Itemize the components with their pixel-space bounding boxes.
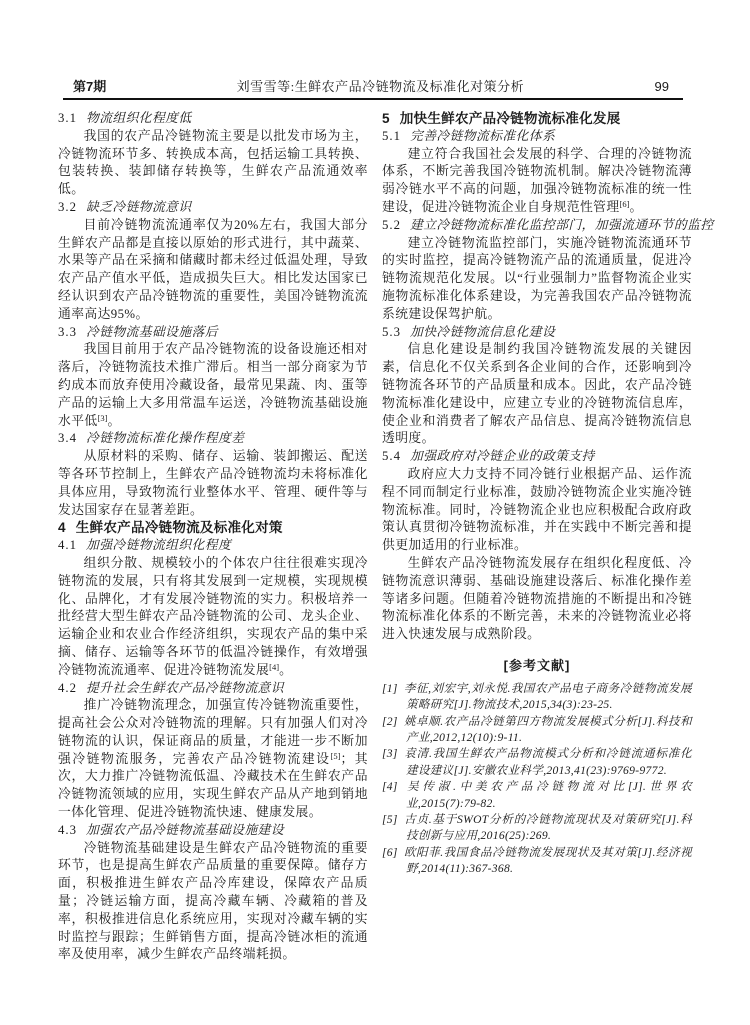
section-number: 4.3: [58, 822, 77, 837]
paragraph-3-3: [58, 341, 368, 430]
citation-marker: [5]: [330, 750, 341, 761]
right-column: [382, 110, 714, 878]
citation-marker: [6]: [619, 198, 630, 209]
paragraph-text: 推广冷链物流理念，加强宣传冷链物流重要性，提高社会公众对冷链物流的理解。只有加强人们对冷链物流的认识，保证商品的质量，才能进一步不断加强冷链物流服务，完善农产品冷链物流建设: [58, 698, 368, 766]
paragraph-text: 。: [629, 199, 643, 214]
section-title: 完善冷链物流标准化体系: [410, 128, 556, 143]
section-number: 3.1: [58, 111, 77, 125]
reference-text: 古贞.基于SWOT分析的冷链物流现状及对策研究[J].科技创新与应用,2016(25):269.: [403, 812, 692, 843]
reference-item-3: [382, 746, 692, 779]
paragraph-text: 。: [279, 662, 293, 677]
section-title: 提升社会生鲜农产品冷链物流意识: [86, 680, 284, 695]
paragraph-text: 目前冷链物流流通率仅为20%左右，我国大部分生鲜农产品都是直接以原始的形式进行，其中蔬菜、水果等产品在采摘和储藏时都未经过低温处理，导致农产品产值水平低，造成损失巨大。相比发达国家已经认识到农产品冷链物流的重要性，美国冷链物流流通率高达95%。: [58, 217, 368, 321]
paragraph-text: 建立冷链物流监控部门，实施冷链物流流通环节的实时监控，提高冷链物流产品的流通质量，促进冷链物流规范化发展。以“行业强制力”监督物流企业实施物流标准化体系建设，为完善我国农产品冷链物流系统建设保驾护航。: [382, 235, 692, 321]
chapter-title: 加快生鲜农产品冷链物流标准化发展: [399, 111, 621, 126]
chapter-heading-5: [382, 110, 692, 128]
section-title: 冷链物流标准化操作程度差: [86, 431, 245, 446]
reference-text: 欧阳菲.我国食品冷链物流发展现状及其对策[J].经济视野,2014(11):367-368.: [403, 845, 692, 876]
paragraph-5-2: [382, 235, 692, 324]
section-heading-5-3: [382, 324, 692, 342]
paragraph-text: 组织分散、规模较小的个体农户往往很难实现冷链物流的发展，只有将其发展到一定规模，实现规模化、品牌化，才有发展冷链物流的实力。积极培养一批经营大型生鲜农产品冷链物流的公司、龙头企业、运输企业和农业合作经济组织，实现农产品的集中采摘、储存、运输等各环节的低温冷链操作，有效增强冷链物流流通率、促进冷链物流发展: [58, 555, 368, 677]
section-heading-3-4: [58, 430, 368, 448]
reference-label: [5]: [382, 812, 398, 826]
section-heading-3-2: [58, 199, 368, 217]
paragraph-5-1: [382, 146, 692, 217]
reference-label: [2]: [382, 714, 398, 728]
running-title: 刘雪雪等:生鲜农产品冷链物流及标准化对策分析: [236, 79, 525, 94]
chapter-number: 5: [382, 111, 390, 126]
reference-label: [1]: [382, 681, 398, 695]
section-heading-3-1: [58, 110, 368, 128]
section-title: 加强冷链物流组织化程度: [86, 538, 232, 553]
section-number: 5.1: [382, 128, 401, 143]
section-title: 物流组织化程度低: [86, 111, 192, 125]
section-number: 3.4: [58, 431, 77, 446]
citation-marker: [4]: [269, 661, 280, 672]
section-heading-5-4: [382, 448, 692, 466]
reference-text: 袁清.我国生鲜农产品物流模式分析和冷链流通标准化建设建议[J].安徽农业科学,2013,41(23):9769-9772.: [403, 747, 692, 777]
paragraph-text: 建立符合我国社会发展的科学、合理的冷链物流体系，不断完善我国冷链物流机制。解决冷链物流薄弱冷链水平不高的问题，加强冷链物流标准的统一性建设，促进冷链物流企业自身规范性管理: [382, 146, 692, 214]
reference-item-6: [382, 845, 692, 878]
chapter-heading-4: [58, 519, 368, 537]
reference-label: [6]: [382, 845, 398, 859]
chapter-title: 生鲜农产品冷链物流及标准化对策: [75, 520, 283, 536]
paragraph-text: 政府应大力支持不同冷链行业根据产品、运作流程不同而制定行业标准，鼓励冷链物流企业实施冷链物流标准。同时，冷链物流企业也应积极配合政府政策认真贯彻冷链物流标准，并在实践中不断完善和提供更加适用的行业标准。: [382, 466, 692, 553]
paragraph-text: 我国的农产品冷链物流主要是以批发市场为主，冷链物流环节多、转换成本高，包括运输工具转换、包装转换、装卸储存转换等，生鲜农产品流通效率低。: [58, 128, 368, 197]
paragraph-4-3: [58, 840, 368, 965]
section-number: 3.2: [58, 199, 77, 214]
reference-text: 吴传淑.中美农产品冷链物流对比[J].世界农业,2015(7):79-82.: [403, 780, 692, 810]
page-header: [63, 76, 683, 100]
reference-item-1: [382, 681, 692, 714]
reference-item-5: [382, 812, 692, 845]
paragraph-text: 从原材料的采购、储存、运输、装卸搬运、配送等各环节控制上，生鲜农产品冷链物流均未将标准化具体应用，导致物流行业整体水平、管理、硬件等与发达国家存在显著差距。: [58, 449, 368, 517]
section-title: 建立冷链物流标准化监控部门，加强流通环节的监控: [410, 217, 714, 232]
conclusion-paragraph: [382, 555, 692, 644]
section-number: 5.2: [382, 217, 401, 232]
reference-item-4: [382, 779, 692, 812]
reference-text: 李征,刘宏宇,刘永悦.我国农产品电子商务冷链物流发展策略研究[J].物流技术,2015,34(3):23-25.: [403, 681, 692, 712]
page-number: 99: [654, 79, 669, 94]
paragraph-4-1: [58, 555, 368, 680]
paragraph-text: 冷链物流基础建设是生鲜农产品冷链物流的重要环节，也是提高生鲜农产品质量的重要保障。储存方面，积极推进生鲜农产品冷库建设，保障农产品质量；冷链运输方面，提高冷藏车辆、冷藏箱的普及率，积极推进信息化系统应用，实现对冷藏车辆的实时监控与跟踪；生鲜销售方面，提高冷链冰柜的流通率及使用率，减少生鲜农产品终端耗损。: [58, 840, 368, 962]
section-heading-3-3: [58, 324, 368, 342]
section-heading-4-2: [58, 680, 368, 698]
section-title: 缺乏冷链物流意识: [86, 199, 192, 214]
left-column: [58, 110, 368, 964]
references-title: [参考文献]: [503, 657, 571, 673]
section-number: 4.1: [58, 538, 77, 553]
paragraph-text: ；其次，大力推广冷链物流低温、冷藏技术在生鲜农产品冷链物流领域的应用，实现生鲜农产品从产地到销地一体化管理、促进冷链物流快速、健康发展。: [58, 751, 368, 820]
reference-item-2: [382, 714, 692, 747]
paragraph-3-1: [58, 128, 368, 199]
paragraph-text: 信息化建设是制约我国冷链物流发展的关键因素，信息化不仅关系到各企业间的合作，还影响到冷链物流各环节的产品质量和成本。因此，农产品冷链物流标准化建设中，应建立专业的冷链物流信息库，使企业和消费者了解农产品信息、提高冷链物流信息透明度。: [382, 342, 692, 446]
reference-label: [4]: [382, 780, 398, 794]
chapter-number: 4: [58, 520, 66, 536]
section-heading-4-1: [58, 537, 368, 555]
section-heading-5-2: [382, 217, 714, 235]
reference-text: 姚卓顺.农产品冷链第四方物流发展模式分析[J].科技和产业,2012,12(10):9-11.: [403, 714, 692, 744]
paragraph-text: 。: [107, 413, 121, 428]
paragraph-text: 生鲜农产品冷链物流发展存在组织化程度低、冷链物流意识薄弱、基础设施建设落后、标准化操作差等诸多问题。但随着冷链物流措施的不断提出和冷链物流标准化体系的不断完善，未来的冷链物流业必将进入快速发展与成熟阶段。: [382, 555, 692, 642]
section-number: 5.3: [382, 324, 401, 339]
issue-label: 第7期: [73, 79, 107, 94]
reference-label: [3]: [382, 747, 398, 761]
citation-marker: [3]: [97, 412, 108, 423]
paragraph-3-2: [58, 217, 368, 324]
section-number: 5.4: [382, 449, 401, 464]
paragraph-4-2: [58, 697, 368, 822]
section-heading-4-3: [58, 822, 368, 840]
section-title: 加强农产品冷链物流基础设施建设: [86, 822, 284, 837]
paragraph-5-4: [382, 466, 692, 555]
paragraph-text: 我国目前用于农产品冷链物流的设备设施还相对落后，冷链物流技术推广滞后。相当一部分商家为节约成本而放弃使用冷藏设备，最常见果蔬、肉、蛋等产品的运输上大多用常温车运送，冷链物流基础设施水平低: [58, 342, 368, 428]
paragraph-5-3: [382, 341, 692, 448]
section-heading-5-1: [382, 128, 692, 146]
paragraph-3-4: [58, 448, 368, 519]
section-number: 4.2: [58, 680, 77, 695]
section-title: 加强政府对冷链企业的政策支持: [410, 449, 595, 464]
section-title: 冷链物流基础设施落后: [86, 324, 218, 339]
section-number: 3.3: [58, 324, 77, 339]
section-title: 加快冷链物流信息化建设: [410, 324, 556, 339]
